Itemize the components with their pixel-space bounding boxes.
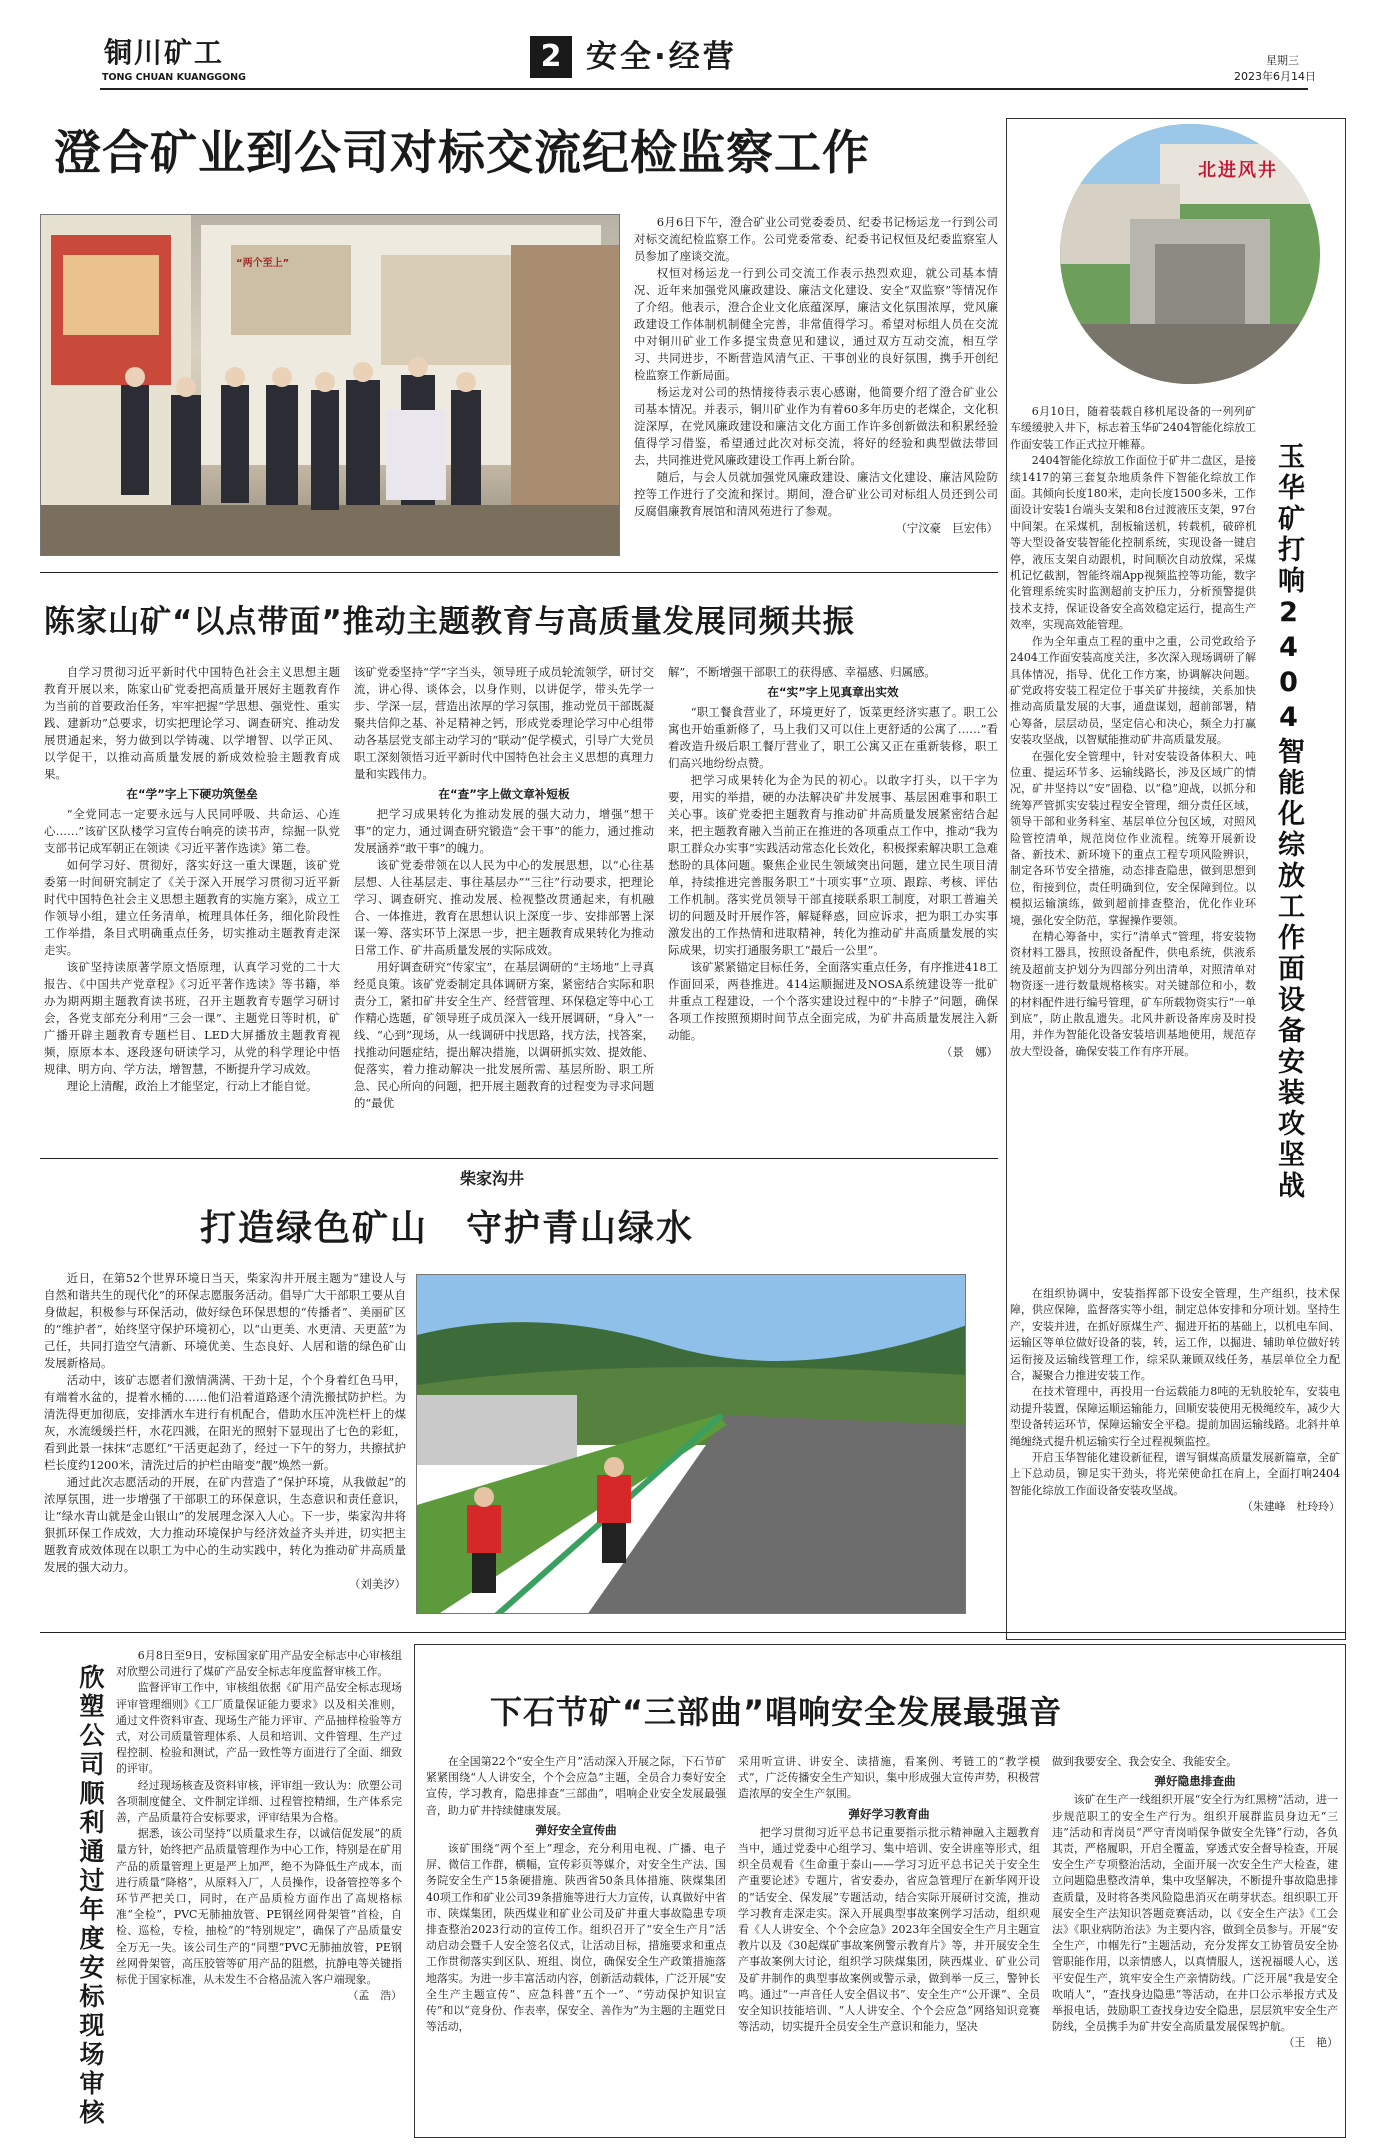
masthead-name-en: TONG CHUAN KUANGGONG <box>102 72 246 83</box>
a1-bottom-rule <box>40 572 998 573</box>
a3-headline: 打造绿色矿山 守护青山绿水 <box>200 1208 695 1249</box>
a1-para: 杨运龙对公司的热情接待表示衷心感谢，他简要介绍了澄合矿业公司基本情况。并表示，铜川矿业作为有着60多年历史的老煤企，文化积淀深厚，在党风廉政建设和廉洁文化方面工作许多创新做法和积累经验值得学习借鉴，希望通过此次对标交流，将好的经验和典型做法带回去，共同推进党风廉政建设工作再上新台阶。 <box>634 385 998 467</box>
a4-para: 在技术管理中，再投用一台运载能力8吨的无轨胶轮车，安装电动提升装置，保障运顺运输能力，回顺安装使用无极绳绞车，减少大型设备转运环节，保障运输安全平稳。提前加固运输线路。北斜井单绳缠绕式提升机运输实行全过程视频监控。 <box>1010 1385 1340 1448</box>
a6-subhead: 弹好隐患排查曲 <box>1154 1774 1236 1789</box>
a6-para: 采用听宣讲、讲安全、读措施，看案例、考链工的“教学模式”，广泛传播安全生产知识，集中形成强大宣传声势，积极营造浓厚的安全生产氛围。 <box>738 1755 1040 1801</box>
a1-photo-sign: “两个至上” <box>236 258 290 269</box>
a3-kicker: 柴家沟井 <box>460 1169 525 1188</box>
a2-para: “职工餐食营业了，环境更好了，饭菜更经济实惠了。职工公寓也开始重新修了，马上我们又可以住上更舒适的公寓了……”看着改造升级后职工餐厅营业了，职工公寓又正在重新装修，职工们高兴地纷纷点赞。 <box>668 705 998 770</box>
a1-para: 随后，与会人员就加强党风廉政建设、廉洁文化建设、廉洁风险防控等工作进行了交流和探讨。期间，澄合矿业公司对标组人员还到公司反腐倡廉教育展馆和清风苑进行了参观。 <box>634 470 998 518</box>
a2-para: 理论上清醒，政治上才能坚定，行动上才能自觉。 <box>66 1079 318 1093</box>
a6-col-1 <box>426 1754 726 2035</box>
a6-subhead: 弹好学习教育曲 <box>848 1806 930 1821</box>
a4-para: 6月10日，随着装载自移机尾设备的一列列矿车缓缓驶入井下，标志着玉华矿2404智能化综放工作面安装工作正式拉开帷幕。 <box>1010 405 1256 451</box>
a4-para: 在组织协调中，安装指挥部下设安全管理，生产组织，技术保障，供应保障，监督落实等小组，制定总体安排和分项计划。坚持生产，安装并进，在抓好原煤生产、掘进开拓的基础上，以机电车间、运输区等单位做好设备的装，转，运工作，以掘进、辅助单位做好转运衔接及运输线管理工作，综采队兼顾双线任务，基层单位全力配合，凝聚合力推进安装工作。 <box>1010 1287 1340 1383</box>
a2-subhead: 在“查”字上做文章补短板 <box>438 787 570 801</box>
a6-subhead: 弹好安全宣传曲 <box>535 1822 617 1837</box>
a6-para: 做到我要安全、我会安全、我能安全。 <box>1052 1755 1238 1768</box>
a6-headline: 下石节矿“三部曲”唱响安全发展最强音 <box>490 1693 1063 1731</box>
a4-photo-sign: 北进风井 <box>1198 160 1278 181</box>
masthead-rule <box>100 88 1308 90</box>
a3-para: 活动中，该矿志愿者们激情满满、干劲十足，个个身着红色马甲，有端着水盆的，提着水桶的……他们沿着道路逐个清洗搬拭防护栏。为清洗得更加彻底，安排洒水车进行有机配合，借助水压冲洗栏杆上的煤灰，水流缓缓拦杆，水花四溅，在阳光的照射下显现出了七色的彩虹，看到此景一抹抹“志愿红”干活更起劲了，经过一下午的努力，共擦拭护栏长度约1200米，清洗过后的护栏由暗变“靓”焕然一新。 <box>44 1373 406 1472</box>
a2-para: “全党同志一定要永远与人民同呼吸、共命运、心连心……”该矿区队楼学习宣传台响亮的读书声，综掘一队党支部书记成军朝正在领读《习近平著作选读》第二卷。 <box>44 807 340 855</box>
a2-col-1 <box>44 664 340 1095</box>
a2-para: 用好调查研究“传家宝”，在基层调研的“主场地”上寻真经觅良策。该矿党委制定具体调研方案，紧密结合实际和职责分工，紧扣矿井安全生产、经营管理、环保稳定等中心工作精心选题，矿领导班子成员深入一线开展调研，“身入”一线、“心到”现场，从一线调研中找思路，找方法，找答案，找推动问题症结，提出解决措施，以调研抓实效、提效能、促落实，着力推动解决一批发展所需、基层所盼、职工所急、民心所向的问题，把开展主题教育的过程变为寻求问题的“最优 <box>354 960 654 1110</box>
a2-bottom-rule <box>40 1158 998 1159</box>
a1-headline: 澄合矿业到公司对标交流纪检监察工作 <box>54 126 870 181</box>
a4-headline: 玉华矿打响2404智能化综放工作面设备安装攻坚战 <box>1273 442 1304 1202</box>
masthead <box>60 0 1340 86</box>
issue-date: 2023年6月14日 <box>1234 70 1316 83</box>
a5-para: 据悉，该公司坚持“以质量求生存，以诚信促发展”的质量方针，始终把产品质量管理作为中心工作，特别是在矿用产品的质量管理上更是严上加严，绝不为降低生产成本，而进行质量“降格”，从原料入厂，人员操作，设备管控等多个环节严把关口，同时，在产品质检方面作出了高规格标准“全检”，PVC无肺抽放管、PE钢丝网骨架管”首检，自检、巡检，专检，抽检”的“特别规定”，确保了产品质量安全万无一失。该公司生产的“同塑”PVC无肺抽放管，PE钢丝网骨架管，高压胶管等矿用产品的阻燃，抗静电等关键指标优于国家标准，从未发生不合格品流入客户端现象。 <box>116 1827 402 1987</box>
a2-para: 如何学习好、贯彻好，落实好这一重大课题，该矿党委第一时间研究制定了《关于深入开展学习贯彻习近平新时代中国特色社会主义思想主题教育的实施方案》，成立工作领导小组，建立任务清单，梳理具体任务，细化阶段性工作举措，条目式明确重点任务，切实推动主题教育走深走实。 <box>44 858 340 957</box>
a2-byline: （景 娜） <box>941 1045 998 1059</box>
page-number: 2 <box>530 36 572 78</box>
a2-subhead: 在“学”字上下硬功筑堡垒 <box>126 787 258 801</box>
a4-body <box>1010 404 1256 1060</box>
a1-byline: （宁汶豪 巨宏伟） <box>895 521 998 535</box>
a6-para: 该矿围绕“两个至上”理念，充分利用电视、广播、电子屏、微信工作群，横幅，宣传彩页等媒介，对安全生产法、国务院安全生产15条硬措施、陕西省50条具体措施、陕煤集团40项工作和矿业公司39条措施等进行大力宣传，认真做好中省市、陕煤集团，陕西煤业和矿业公司及矿井重大事故隐患专项排查整治2023行动的宣传工作。组织召开了“安全生产月”活动启动会暨千人安全签名仪式，让活动目标，措施要求和重点工作贯彻落实到区队、班组、岗位，确保安全生产政策措施落地落实。为进一步丰富活动内容，创新活动载体，广泛开展“安全生产主题宣传”、应急科普“五个一”、“劳动保护知识宣传”和以“竞身份、作表率，保安全、善作为”为主题的主题党日等活动， <box>426 1842 726 2034</box>
a5-byline: （孟 浩） <box>347 1989 402 2003</box>
a3-para: 近日，在第52个世界环境日当天，柴家沟井开展主题为“建设人与自然和谐共生的现代化”的环保志愿服务活动。倡导广大干部职工要从自身做起，积极参与环保活动，做好绿色环保思想的“传播者”、美丽矿区的“维护者”，始终坚守保护环境初心，以“山更美、水更清、天更蓝”为己任，共同打造空气清新、环境优美、生态良好、人居和谐的绿色矿山发展新格局。 <box>44 1271 406 1370</box>
a5-para: 监督评审工作中，审核组依据《矿用产品安全标志现场评审管理细则》《工厂质量保证能力要求》以及相关准则，通过文件资料审查、现场生产能力评审、产品抽样检验等方式，对公司质量管理体系、人员和培训、文件管理、生产过程控制、检验和测试，产品一致性等方面进行了全面、细致的评审。 <box>116 1681 402 1776</box>
a2-col-3 <box>668 664 998 1061</box>
section-title: 安全·经营 <box>586 39 737 75</box>
a5-body <box>116 1648 402 2004</box>
lower-section-rule <box>40 1632 1346 1633</box>
a5-para: 经过现场核查及资料审核，评审组一致认为：欣塑公司各项制度健全、文件制定详细、过程管控精细，生产体系完善，产品质量符合安标要求，评审结果为合格。 <box>116 1778 402 1825</box>
a2-para: 把学习成果转化为企为民的初心。以敢字打头，以干字为要，用实的举措，硬的办法解决矿井发展事、基层困难事和职工关心事。该矿党委把主题教育与推动矿井高质量发展紧密结合起来，把主题教育融入当前正在推进的各项重点工作中，推动“我为职工群众办实事”实践活动常态化长效化，积极探索解决职工急难愁盼的具体问题。聚焦企业民生领域突出问题，建立民生项目清单，持续推进完善服务职工“十项实事”立项、跟踪、考核、评估工作机制。落实党员领导干部直接联系职工制度，对职工普遍关切的问题及时开展作答，解疑释惑，回应诉求，把为职工办实事激发出的工作热情和进取精神，转化为推动矿井高质量发展的实际成果，切实打通服务职工“最后一公里”。 <box>668 773 998 957</box>
a2-subhead: 在“实”字上见真章出实效 <box>767 685 899 699</box>
a4-body-lower <box>1010 1286 1340 1516</box>
a4-photo-scene <box>1060 124 1320 384</box>
a5-headline: 欣塑公司顺利通过年度安标现场审核 <box>76 1664 105 2128</box>
a6-para: 把学习贯彻习近平总书记重要指示批示精神融入主题教育当中，通过党委中心组学习、集中培训、安全讲座等形式，组织全员观看《生命重于泰山——学习习近平总书记关于安全生产重要论述》专题片，省安委办，省应急管理厅在新华网开设的“话安全、保发展”专题活动，结合实际开展研讨交流，推动学习教育走深走实。深入开展典型事故案例学习活动，组织观看《人人讲安全、个个会应急》2023年全国安全生产月主题宣教片以及《30起煤矿事故案例警示教育片》等，并开展安全生产事故案例大讨论，组织学习陕煤集团，陕西煤业、矿业公司及矿井制作的典型事故案例或警示录，做到举一反三，警钟长鸣。通过“一声音任人安全倡议书”、安全生产“公开课”、全员安全知识技能培训、“人人讲安全、个个会应急”网络知识竞赛等活动，切实提升全员安全生产意识和能力，坚决 <box>738 1825 1040 2034</box>
a6-col-2 <box>738 1754 1040 2035</box>
a3-byline: （刘美汐） <box>349 1577 406 1591</box>
a1-para: 6月6日下午，澄合矿业公司党委委员、纪委书记杨运龙一行到公司对标交流纪检监察工作。公司党委常委、纪委书记权恒及纪委监察室人员参加了座谈交流。 <box>634 215 998 263</box>
a1-photo <box>40 214 620 556</box>
a3-para: 通过此次志愿活动的开展，在矿内营造了“保护环境，从我做起”的浓厚氛围，进一步增强了干部职工的环保意识，生态意识和责任意识，让“绿水青山就是金山银山”的发展理念深入人心。下一步，柴家沟井将狠抓环保工作成效，大力推动环境保护与经济效益齐头并进，切实把主题教育成效体现在以职工为中心的生动实践中，转化为推动矿井高质量发展的强大动力。 <box>44 1475 406 1574</box>
a5-para: 6月8日至9日，安标国家矿用产品安全标志中心审核组对欣塑公司进行了煤矿产品安全标志年度监督审核工作。 <box>116 1649 402 1679</box>
a2-para: 把学习成果转化为推动发展的强大动力，增强“想干事”的定力，通过调查研究锻造“会干事”的能力，通过推动发展涵养“敢干事”的魄力。 <box>354 807 654 855</box>
a4-photo-circle <box>1060 124 1320 384</box>
a4-para: 在精心筹备中，实行“清单式”管理，将安装物资材料工器具，按照设备配件，供电系统，供液系统及超前支护划分为四部分列出清单，对照清单对物资逐一进行数量规格核实。对关键部位和小，数的材料配件进行编号管理，矿车所载物资实行“一单到底”，防止散乱遗失。北风井新设备库房及时投用，并作为智能化设备安装培训基地使用，规范存放大型设备，确保安装工作有序开展。 <box>1010 930 1256 1058</box>
a1-photo-scene <box>41 215 620 556</box>
a4-para: 2404智能化综放工作面位于矿井二盘区，是接续1417的第三套复杂地质条件下智能化综放工作面。其倾向长度180米，走向长度1500多米，工作面设计安装1台端头支架和8台过渡液压支架，97台中间架。在采煤机，刮板输送机，转载机，破碎机等大型设备安装智能化控制系统，实现设备一键启停，液压支架自动跟机，时间顺次自动放煤，采煤机记忆截割，智能终端App视频监控等功能，数字化管理系统实时监测超前支护压力，分析预警提供技术支持，保证设备安全高效稳定运行，提高生产效率，实现高效能管理。 <box>1010 454 1256 632</box>
weekday: 星期三 <box>1266 54 1299 67</box>
a2-para: 该矿坚持读原著学原文悟原理，认真学习党的二十大报告、《中国共产党章程》《习近平著作选读》等书籍，举办为期两期主题教育读书班，召开主题教育专题学习研讨会，各党支部充分利用“三会一课”、主题党日等时机，矿广播开辟主题教育专题栏目、LED大屏播放主题教育视频，原原本本、逐段逐句研读学习，从党的科学理论中悟规律、明方向、学方法，增智慧，不断提升学习成效。 <box>44 960 340 1076</box>
a2-para: 该矿紧紧锚定目标任务，全面落实重点任务，有序推进418工作面回采，两巷推进。414运顺掘进及NOSA系统建设等一批矿井重点工程建设，一个个落实建设过程中的“卡脖子”问题，确保各项工作按照预期时间节点全面完成，为矿井高质量发展注入新动能。 <box>668 960 998 1042</box>
a1-para: 权恒对杨运龙一行到公司交流工作表示热烈欢迎，就公司基本情况、近年来加强党风廉政建设、廉洁文化建设、安全“双监察”等情况作了介绍。他表示，澄合企业文化底蕴深厚，廉洁文化氛围浓厚，党风廉政建设工作体制机制健全完善，非常值得学习。希望对标组人员在交流中对铜川矿业工作多提宝贵意见和建议，通过双方互动交流，相互学习、共同进步，不断营造风清气正、干事创业的良好氛围，携手开创纪检监察工作新局面。 <box>634 266 998 382</box>
a6-col-3 <box>1052 1754 1338 2052</box>
a2-para: 解”，不断增强干部职工的获得感、幸福感、归属感。 <box>668 665 936 679</box>
a1-body <box>634 214 998 537</box>
a6-para: 在全国第22个“安全生产月”活动深入开展之际，下石节矿紧紧围绕“人人讲安全，个个会应急”主题，全员合力奏好安全宣传，学习教育，隐患排查“三部曲”，唱响企业安全发展最强音，助力矿井持续健康发展。 <box>426 1755 726 1817</box>
a2-para: 该矿党委带领在以人民为中心的发展思想，以“心往基层想、人往基层走、事往基层办”“三往”行动要求，把理论学习、调查研究、推动发展、检视整改贯通起来，有机融合、一体推进，教育在思想认识上深度一步、安排部署上深谋一筹、落实环节上深思一步，把主题教育成果转化为推动日常工作、矿井高质量发展的实际成效。 <box>354 858 654 957</box>
a4-para: 在强化安全管理中，针对安装设备体积大、吨位重、提运环节多、运输线路长，涉及区域广的情况，矿井坚持以“安”固稳、以“稳”迎战，以抓分和统筹严管抓实安装过程安全管理，细分责任区域，领导干部和业务科室、基层单位分包区域，对照风险管控清单，规范岗位作业流程。统筹开展新设备、新技术、新环境下的重点工程专项风险辨识，制定各环节安全措施，动态排查隐患，做到思想到位，衔接到位，责任明确到位，安全保障到位。以模拟运输演练，做到超前排查整治，优化作业环境，强化安全防范，掌握操作要领。 <box>1010 749 1256 927</box>
a3-photo-scene <box>417 1275 966 1614</box>
a4-para: 开启玉华智能化建设新征程，谱写铜煤高质量发展新篇章，全矿上下总动员，铆足实干劲头，将光荣使命扛在肩上，全面打响2404智能化综放工作面设备安装攻坚战。 <box>1010 1451 1340 1497</box>
a2-para: 自学习贯彻习近平新时代中国特色社会主义思想主题教育开展以来，陈家山矿党委把高质量开展好主题教育作为当前的首要政治任务，牢牢把握“学思想、强党性、重实践、建新功”总要求，切实把理论学习、调查研究、推动发展贯通起来，努力做到以学铸魂、以学增智、以学正风、以学促干，以推动高质量发展的新成效检验主题教育成果。 <box>44 665 340 781</box>
a6-byline: （王 艳） <box>1283 2036 1338 2050</box>
a2-col-2 <box>354 664 654 1112</box>
a6-para: 该矿在生产一线组织开展“安全行为红黑榜”活动，进一步规范职工的安全生产行为。组织开展群监员身边无“三违”活动和青岗员“严守青岗哨保争做安全先锋”行动，各负其责，严格履职，开启全覆盖，穿透式安全督导检查，开展安全生产专项整治活动，全面开展一次安全生产大检查，建立问题隐患整改清单，集中攻坚解决，不断提升事故隐患排查质量，及时将各类风险隐患消灭在萌芽状态。组织职工开展安全生产法知识答题竞赛活动，以《安全生产法》《工会法》《职业病防治法》为主要内容，做到全员参与。开展“安全生产，巾帼先行”主题活动，充分发挥女工协管员安全协管职能作用，以亲情感人，以真情服人，送祝福暖人心，送平安促生产，筑牢安全生产亲情防线。广泛开展“我是安全吹哨人”，“查找身边隐患”等活动，在井口公示举报方式及举报电话，鼓励职工查找身边安全隐患，层层筑牢安全生产防线，全员携手为矿井安全高质量发展保驾护航。 <box>1052 1793 1338 2034</box>
a3-photo <box>416 1274 966 1614</box>
a4-para: 作为全年重点工程的重中之重，公司党政给予2404工作面安装高度关注，多次深入现场调研了解具体情况，指导、优化工作方案，协调解决问题。矿党政将安装工程定位于事关矿井接续，关系加快推动高质量发展的大事，通盘谋划，超前部署，精心筹备，层层动员，坚定信心和决心，频全力打赢安装攻坚战，以智赋能推动矿井高质量发展。 <box>1010 634 1256 747</box>
a4-byline: （朱建峰 杜玲玲） <box>1241 1500 1340 1514</box>
masthead-name: 铜川矿工 <box>104 36 225 69</box>
a2-para: 该矿党委坚持“学”字当头，领导班子成员轮流领学，研讨交流，讲心得、谈体会，以身作则，以讲促学，带头先学一步、学深一层，营造出浓厚的学习氛围，推动党员干部既凝聚共信仰之基、补足精神之钙，形成党委理论学习中心组带动各基层党支部主动学习的“联动”促学模式，引导广大党员职工深刻领悟习近平新时代中国特色社会主义思想的真理力量和实践伟力。 <box>354 665 654 781</box>
a3-body <box>44 1270 406 1593</box>
a2-headline: 陈家山矿“以点带面”推动主题教育与高质量发展同频共振 <box>44 604 855 640</box>
